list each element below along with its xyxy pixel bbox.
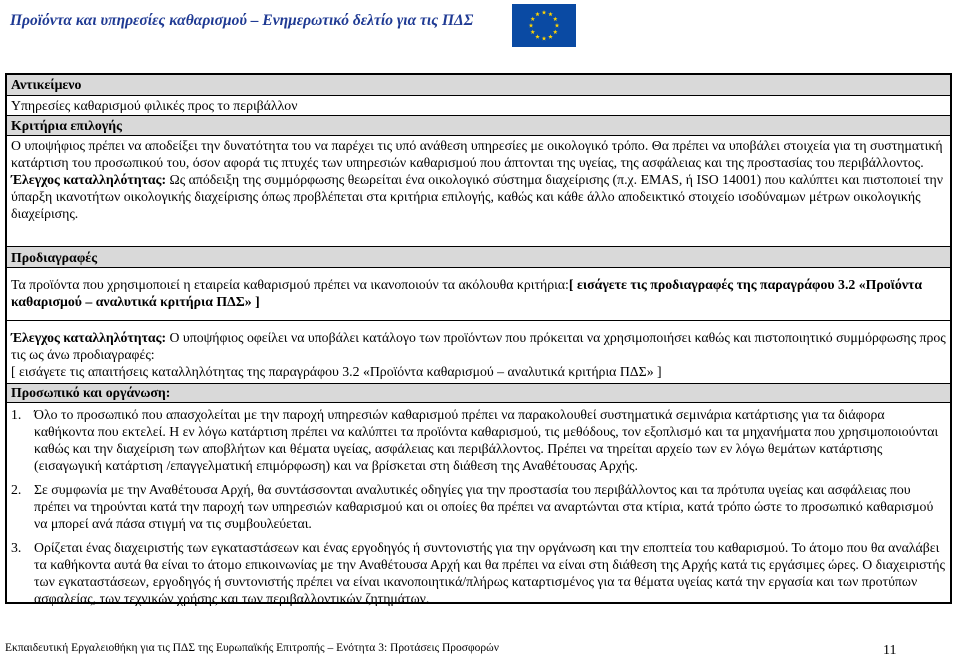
specs-verification-row — [7, 320, 950, 383]
criteria-verification-text: Ως απόδειξη της συμμόρφωσης θεωρείται ένα οικολογικό σύστημα διαχείρισης (π.χ. EMAS, ή ISO 14001) που καλύπτει και πιστοποιεί την ύπαρξη ικανοτήτων οικολογικής διαχείρισης όπως προβλέπεται στα κριτήρια επιλογής, καθώς και κάθε άλλο αποδεικτικό στοιχείο ισοδύναμων μέτρων οικολογικής διαχείρισης. — [11, 172, 943, 221]
staff-item-2 — [11, 481, 946, 532]
page-footer: Εκπαιδευτική Εργαλειοθήκη για τις ΠΔΣ της Ευρωπαϊκής Επιτροπής – Ενότητα 3: Προτάσεις Προσφορών — [5, 642, 499, 654]
staff-item-3 — [11, 539, 946, 607]
document-header-title: Προϊόντα και υπηρεσίες καθαρισμού – Ενημερωτικό δελτίο για τις ΠΔΣ — [10, 12, 474, 29]
specs-verification — [11, 329, 946, 363]
specs-verification-text: Ο υποψήφιος οφείλει να υποβάλει κατάλογο των προϊόντων που πρόκειται να χρησιμοποιήσει καθώς και πιστοποιητικό συμμόρφωσης προς τις ως άνω προδιαγραφές: — [11, 330, 946, 362]
criteria-row — [7, 135, 950, 246]
subject-row — [7, 95, 950, 115]
list-number: 2. — [11, 482, 22, 497]
list-number: 3. — [11, 540, 22, 555]
specs-insert-placeholder: [ εισάγετε τις προδιαγραφές της παραγράφου 3.2 «Προϊόντα καθαρισμού – αναλυτικά κριτήρια ΠΔΣ» ] — [11, 277, 923, 309]
specs-verification-insert: [ εισάγετε τις απαιτήσεις καταλληλότητας της παραγράφου 3.2 «Προϊόντα καθαρισμού – αναλυτικά κριτήρια ΠΔΣ» ] — [11, 364, 662, 379]
criteria-heading-row — [7, 115, 950, 135]
list-item-text: Όλο το προσωπικό που απασχολείται με την παροχή υπηρεσιών καθαρισμού πρέπει να παρακολουθεί συστηματικά σεμινάρια κατάρτισης για τα διάφορα καθήκοντα που εκτελεί. Η εν λόγω κατάρτιση πρέπει να καλύπτει τα προϊόντα καθαρισμού, τις μεθόδους, τον εξοπλισμό και τα μηχανήματα που χρησιμοποιούνται καθώς και την διαχείριση των αποβλήτων και θέματα υγείας, ασφάλειας και περιβάλλοντος. Πρέπει να τηρείται αρχείο των εν λόγω θεμάτων κατάρτισης (εισαγωγική κατάρτιση /επαγγελματική επιμόρφωση) και να βρίσκεται στη διάθεση της Αναθέτουσας Αρχής. — [34, 407, 939, 473]
specs-row — [7, 267, 950, 320]
list-item-text: Ορίζεται ένας διαχειριστής των εγκαταστάσεων και ένας εργοδηγός ή συντονιστής για την οργάνωση και την εποπτεία του καθαρισμού. Το άτομο που θα αναλάβει τα καθήκοντα αυτά θα είναι το άτομο επικοινωνίας με την Αναθέτουσα Αρχή και θα πρέπει να είναι στη διάθεση της Αρχής κατά τις εργάσιμες ώρες. Ο διαχειριστής των εγκαταστάσεων, εργοδηγός ή συντονιστής πρέπει να είναι ικανοποιητικά/πλήρως καταρτισμένος για τα θέματα υγείας κατά την εργασία και των προτύπων ασφαλείας, των τεχνικών χρήσης και των περιβαλλοντικών ζητημάτων. — [34, 540, 945, 606]
subject-heading: Αντικείμενο — [11, 77, 82, 92]
criteria-heading: Κριτήρια επιλογής — [11, 118, 122, 133]
criteria-text: Ο υποψήφιος πρέπει να αποδείξει την δυνατότητα του να παρέχει τις υπό ανάθεση υπηρεσίες με οικολογικό τρόπο. Θα πρέπει να υποβάλει στοιχεία για τη συστηματική κατάρτιση του προσωπικού του, όσον αφορά τις πτυχές των υπηρεσιών καθαρισμού που άπτονται της υγείας, της ασφάλειας και της προστασίας του περιβάλλοντος. — [11, 138, 943, 170]
subject-text: Υπηρεσίες καθαρισμού φιλικές προς το περιβάλλον — [11, 98, 298, 113]
staff-heading: Προσωπικό και οργάνωση: — [11, 385, 171, 400]
staff-list — [11, 406, 946, 607]
list-item-text: Σε συμφωνία με την Αναθέτουσα Αρχή, θα συντάσσονται αναλυτικές οδηγίες για την προστασία του περιβάλλοντος και τα πρότυπα υγείας και ασφάλειας που πρέπει να τηρούνται κατά την παροχή των υπηρεσιών καθαρισμού και οι οποίες θα πρέπει να αναρτώνται στα κτίρια, κατά τρόπο ώστε το προσωπικό καθαρισμού να μπορεί ανά πάσα στιγμή να τις συμβουλεύεται. — [34, 482, 934, 531]
subject-heading-row — [7, 75, 950, 95]
specs-text: Τα προϊόντα που χρησιμοποιεί η εταιρεία καθαρισμού πρέπει να ικανοποιούν τα ακόλουθα κριτήρια: — [11, 277, 569, 292]
specification-table — [5, 73, 952, 604]
criteria-verification — [11, 171, 946, 222]
list-number: 1. — [11, 407, 22, 422]
specs-heading: Προδιαγραφές — [11, 250, 98, 265]
page-number: 11 — [883, 643, 897, 658]
staff-heading-row — [7, 383, 950, 402]
specs-verification-label: Έλεγχος καταλληλότητας: — [11, 330, 167, 345]
staff-row — [7, 402, 950, 606]
specs-heading-row — [7, 246, 950, 267]
eu-flag-icon — [512, 4, 576, 47]
staff-item-1 — [11, 406, 946, 474]
verification-label: Έλεγχος καταλληλότητας: — [11, 172, 167, 187]
